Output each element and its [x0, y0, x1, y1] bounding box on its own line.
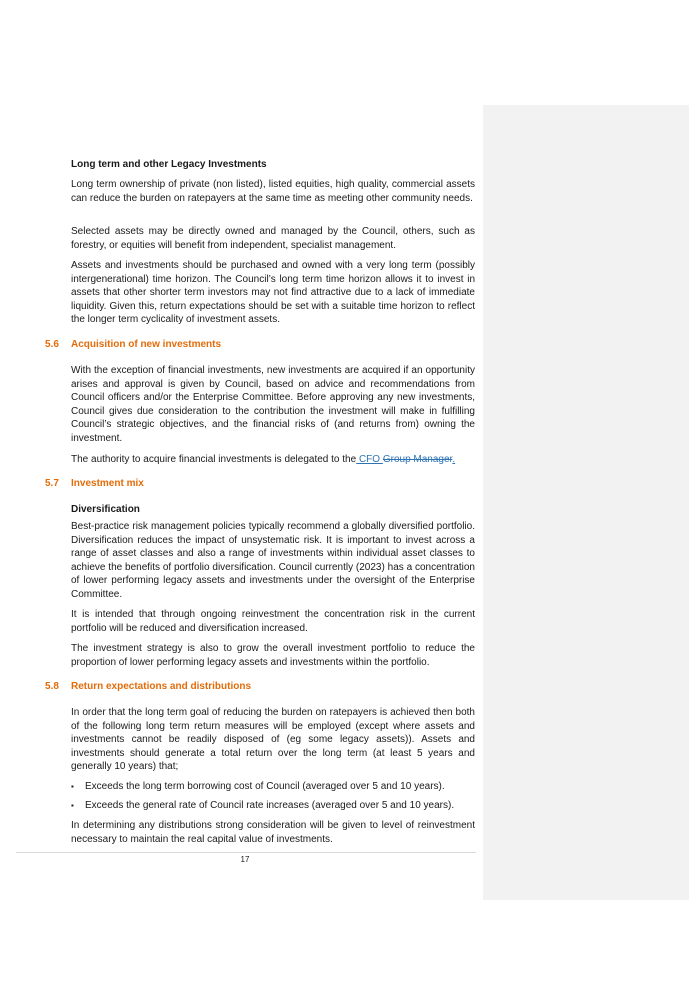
comment-pane [483, 105, 689, 900]
legacy-heading: Long term and other Legacy Investments [71, 159, 267, 170]
section-5-7-title: Investment mix [71, 478, 144, 489]
page-number: 17 [240, 855, 250, 864]
legacy-paragraph-3: Assets and investments should be purchased and owned with a very long term (possibly intergenerational) time horizon. The Council’s long term time horizon allows it to invest in assets that other shorter term investors may not find attractive due to a lack of immediate liquidity. Given this, return expectations should be set with a suitable time horizon to reflect the longer term cyclicality of investment assets. [71, 260, 475, 326]
bullet-marker: ▪ [71, 782, 74, 791]
footer-divider [16, 852, 476, 853]
s58-paragraph-2: In determining any distributions strong consideration will be given to level of reinvestment necessary to maintain the real capital value of investments. [71, 820, 475, 845]
s56-paragraph-1: With the exception of financial investments, new investments are acquired if an opportunity arises and approval is given by Council, based on advice and recommendations from Council officers and/or the Enterprise Committee. Before approving any new investments, Council gives due consideration to the contribution the investment will make in fulfilling Council’s strategic objectives, and the financial risks of (and returns from) owning the investment. [71, 365, 475, 444]
section-5-6-number: 5.6 [45, 339, 59, 350]
section-5-7-number: 5.7 [45, 478, 59, 489]
section-5-8-number: 5.8 [45, 681, 59, 692]
s57-paragraph-2: It is intended that through ongoing reinvestment the concentration risk in the current portfolio will be reduced and diversification increased. [71, 609, 475, 634]
tracked-insertion[interactable]: CFO [356, 454, 383, 465]
s58-paragraph-1: In order that the long term goal of reducing the burden on ratepayers is achieved then both of the following long term return measures will be employed (except where assets and investments cannot be readily disposed of (eg some legacy assets)). Assets and investments should generate a total return over the long term (at least 5 years and generally 10 years) that; [71, 707, 475, 773]
s56-p2-text: The authority to acquire financial investments is delegated to the [71, 454, 357, 465]
tracked-insertion-period: . [452, 454, 456, 465]
s57-paragraph-1: Best-practice risk management policies typically recommend a globally diversified portfolio. Diversification reduces the impact of unsystematic risk. It is important to invest across a range of asset classes and also a range of investments within individual asset classes to achieve the benefits of portfolio diversification. Council currently (2023) has a concentration of lower performing legacy assets and investments under the oversight of the Enterprise Committee. [71, 521, 475, 600]
diversification-heading: Diversification [71, 504, 140, 515]
legacy-paragraph-2: Selected assets may be directly owned and managed by the Council, others, such as forestry, or equities will benefit from independent, specialist management. [71, 226, 475, 251]
legacy-paragraph-1: Long term ownership of private (non listed), listed equities, high quality, commercial assets can reduce the burden on ratepayers at the same time as meeting other community needs. [71, 179, 475, 204]
s56-paragraph-2 [71, 453, 475, 467]
bullet-marker: ▪ [71, 801, 74, 810]
s57-paragraph-3: The investment strategy is also to grow the overall investment portfolio to reduce the proportion of lower performing legacy assets and investments within the portfolio. [71, 643, 475, 668]
s58-bullet-1: Exceeds the long term borrowing cost of Council (averaged over 5 and 10 years). [85, 781, 445, 792]
section-5-8-title: Return expectations and distributions [71, 681, 252, 692]
s58-bullet-2: Exceeds the general rate of Council rate increases (averaged over 5 and 10 years). [85, 800, 455, 811]
tracked-deletion[interactable]: Group Manager [382, 454, 453, 465]
section-5-6-title: Acquisition of new investments [71, 339, 222, 350]
